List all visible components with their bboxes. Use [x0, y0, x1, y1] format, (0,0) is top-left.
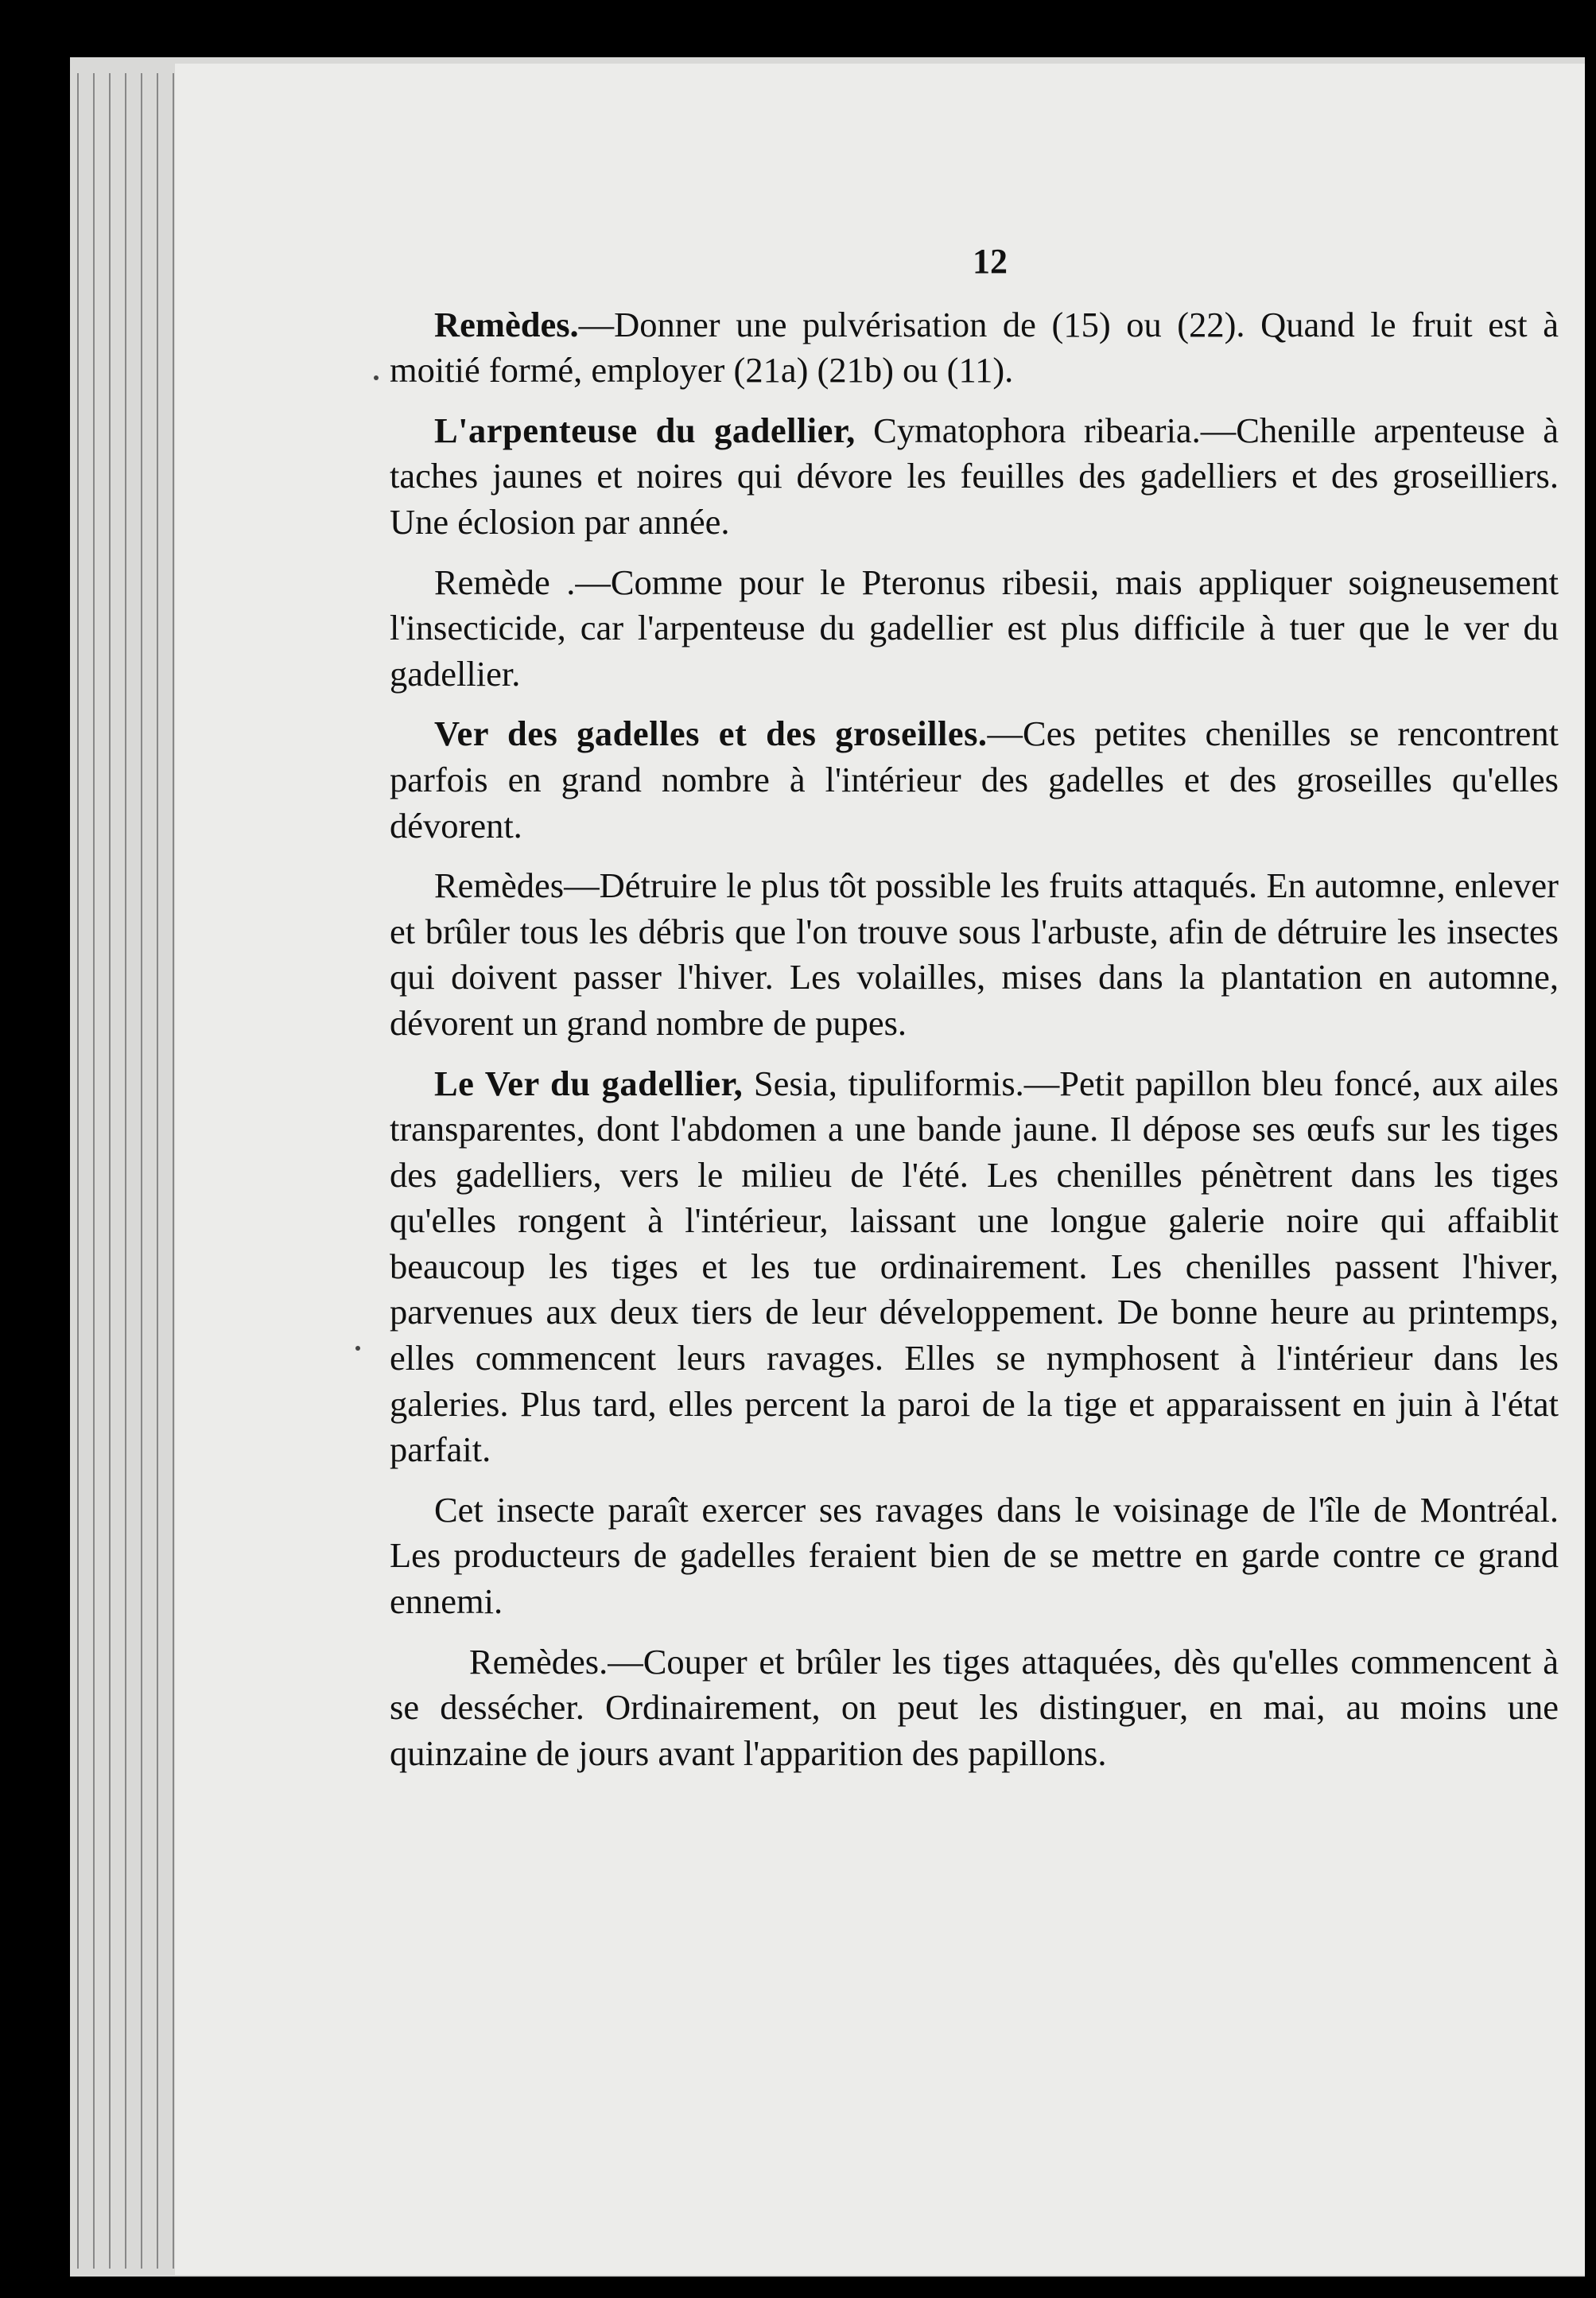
- paragraph-body: Remède .—Comme pour le Pteronus ribesii, mais appliquer soigneusement l'insecticide, car l'arpenteuse du gadellier est plus difficile à tuer que le ver du gadellier.: [390, 562, 1559, 694]
- paragraph-body: Cymatophora ribearia.—Chenille arpenteuse à taches jaunes et noires qui dévore les feuilles des gadelliers et des groseilliers. Une éclosion par année.: [390, 410, 1559, 542]
- paragraph-arpenteuse: [390, 408, 1559, 546]
- paragraph-body: Sesia, tipuliformis.—Petit papillon bleu foncé, aux ailes transparentes, dont l'abdomen a une bande jaune. Il dépose ses œufs sur les tiges des gadelliers, vers le milieu de l'été. Les chenilles pénètrent dans les tiges qu'elles rongent à l'intérieur, laissant une longue galerie noire qui affaiblit beaucoup les tiges et les tue ordinairement. Les chenilles passent l'hiver, parvenues aux deux tiers de leur développement. De bonne heure au printemps, elles commencent leurs ravages. Elles se nymphosent à l'intérieur dans les galeries. Plus tard, elles percent la paroi de la tige et apparaissent en juin à l'état parfait.: [390, 1063, 1559, 1470]
- paragraph-remedes-3: [390, 863, 1559, 1046]
- page-number: 12: [973, 242, 1008, 281]
- page-text: [390, 239, 1559, 1791]
- paragraph-ver-du-gadellier: [390, 1061, 1559, 1473]
- paragraph-lead: Remèdes.: [434, 304, 579, 344]
- paragraph-remedes-1: [390, 302, 1559, 394]
- paragraph-body: —Ces petites chenilles se rencontrent parfois en grand nombre à l'intérieur des gadelles et des groseilles qu'elles dévorent.: [390, 714, 1559, 846]
- paragraph-lead: Ver des gadelles et des groseilles.: [434, 714, 988, 754]
- paragraph-insecte: [390, 1487, 1559, 1625]
- paragraph-body: Remèdes—Détruire le plus tôt possible les fruits attaqués. En automne, enlever et brûler tous les débris que l'on trouve sous l'arbuste, afin de détruire les insectes qui doivent passer l'hiver. Les volailles, mises dans la plantation en automne, dévorent un grand nombre de pupes.: [390, 865, 1559, 1043]
- paragraph-body: Cet insecte paraît exercer ses ravages dans le voisinage de l'île de Montréal. Les producteurs de gadelles feraient bien de se mettre en garde contre ce grand ennemi.: [390, 1489, 1559, 1622]
- speck: [355, 1346, 360, 1351]
- paragraph-body: —Donner une pulvérisation de (15) ou (22). Quand le fruit est à moitié formé, employer (21a) (21b) ou (11).: [390, 304, 1559, 391]
- page-edges: [70, 73, 181, 2269]
- paragraph-remedes-2: [390, 560, 1559, 698]
- paragraph-lead: L'arpenteuse du gadellier,: [434, 410, 856, 450]
- paragraph-ver-des-gadelles: [390, 711, 1559, 849]
- paragraph-remedes-4: [390, 1639, 1559, 1777]
- paragraph-body: Remèdes.—Couper et brûler les tiges attaquées, dès qu'elles commencent à se dessécher. Ordinairement, on peut les distinguer, en mai, au moins une quinzaine de jours avant l'apparition des papillons.: [390, 1641, 1559, 1773]
- paragraph-lead: Le Ver du gadellier,: [434, 1063, 744, 1103]
- speck: [374, 375, 379, 380]
